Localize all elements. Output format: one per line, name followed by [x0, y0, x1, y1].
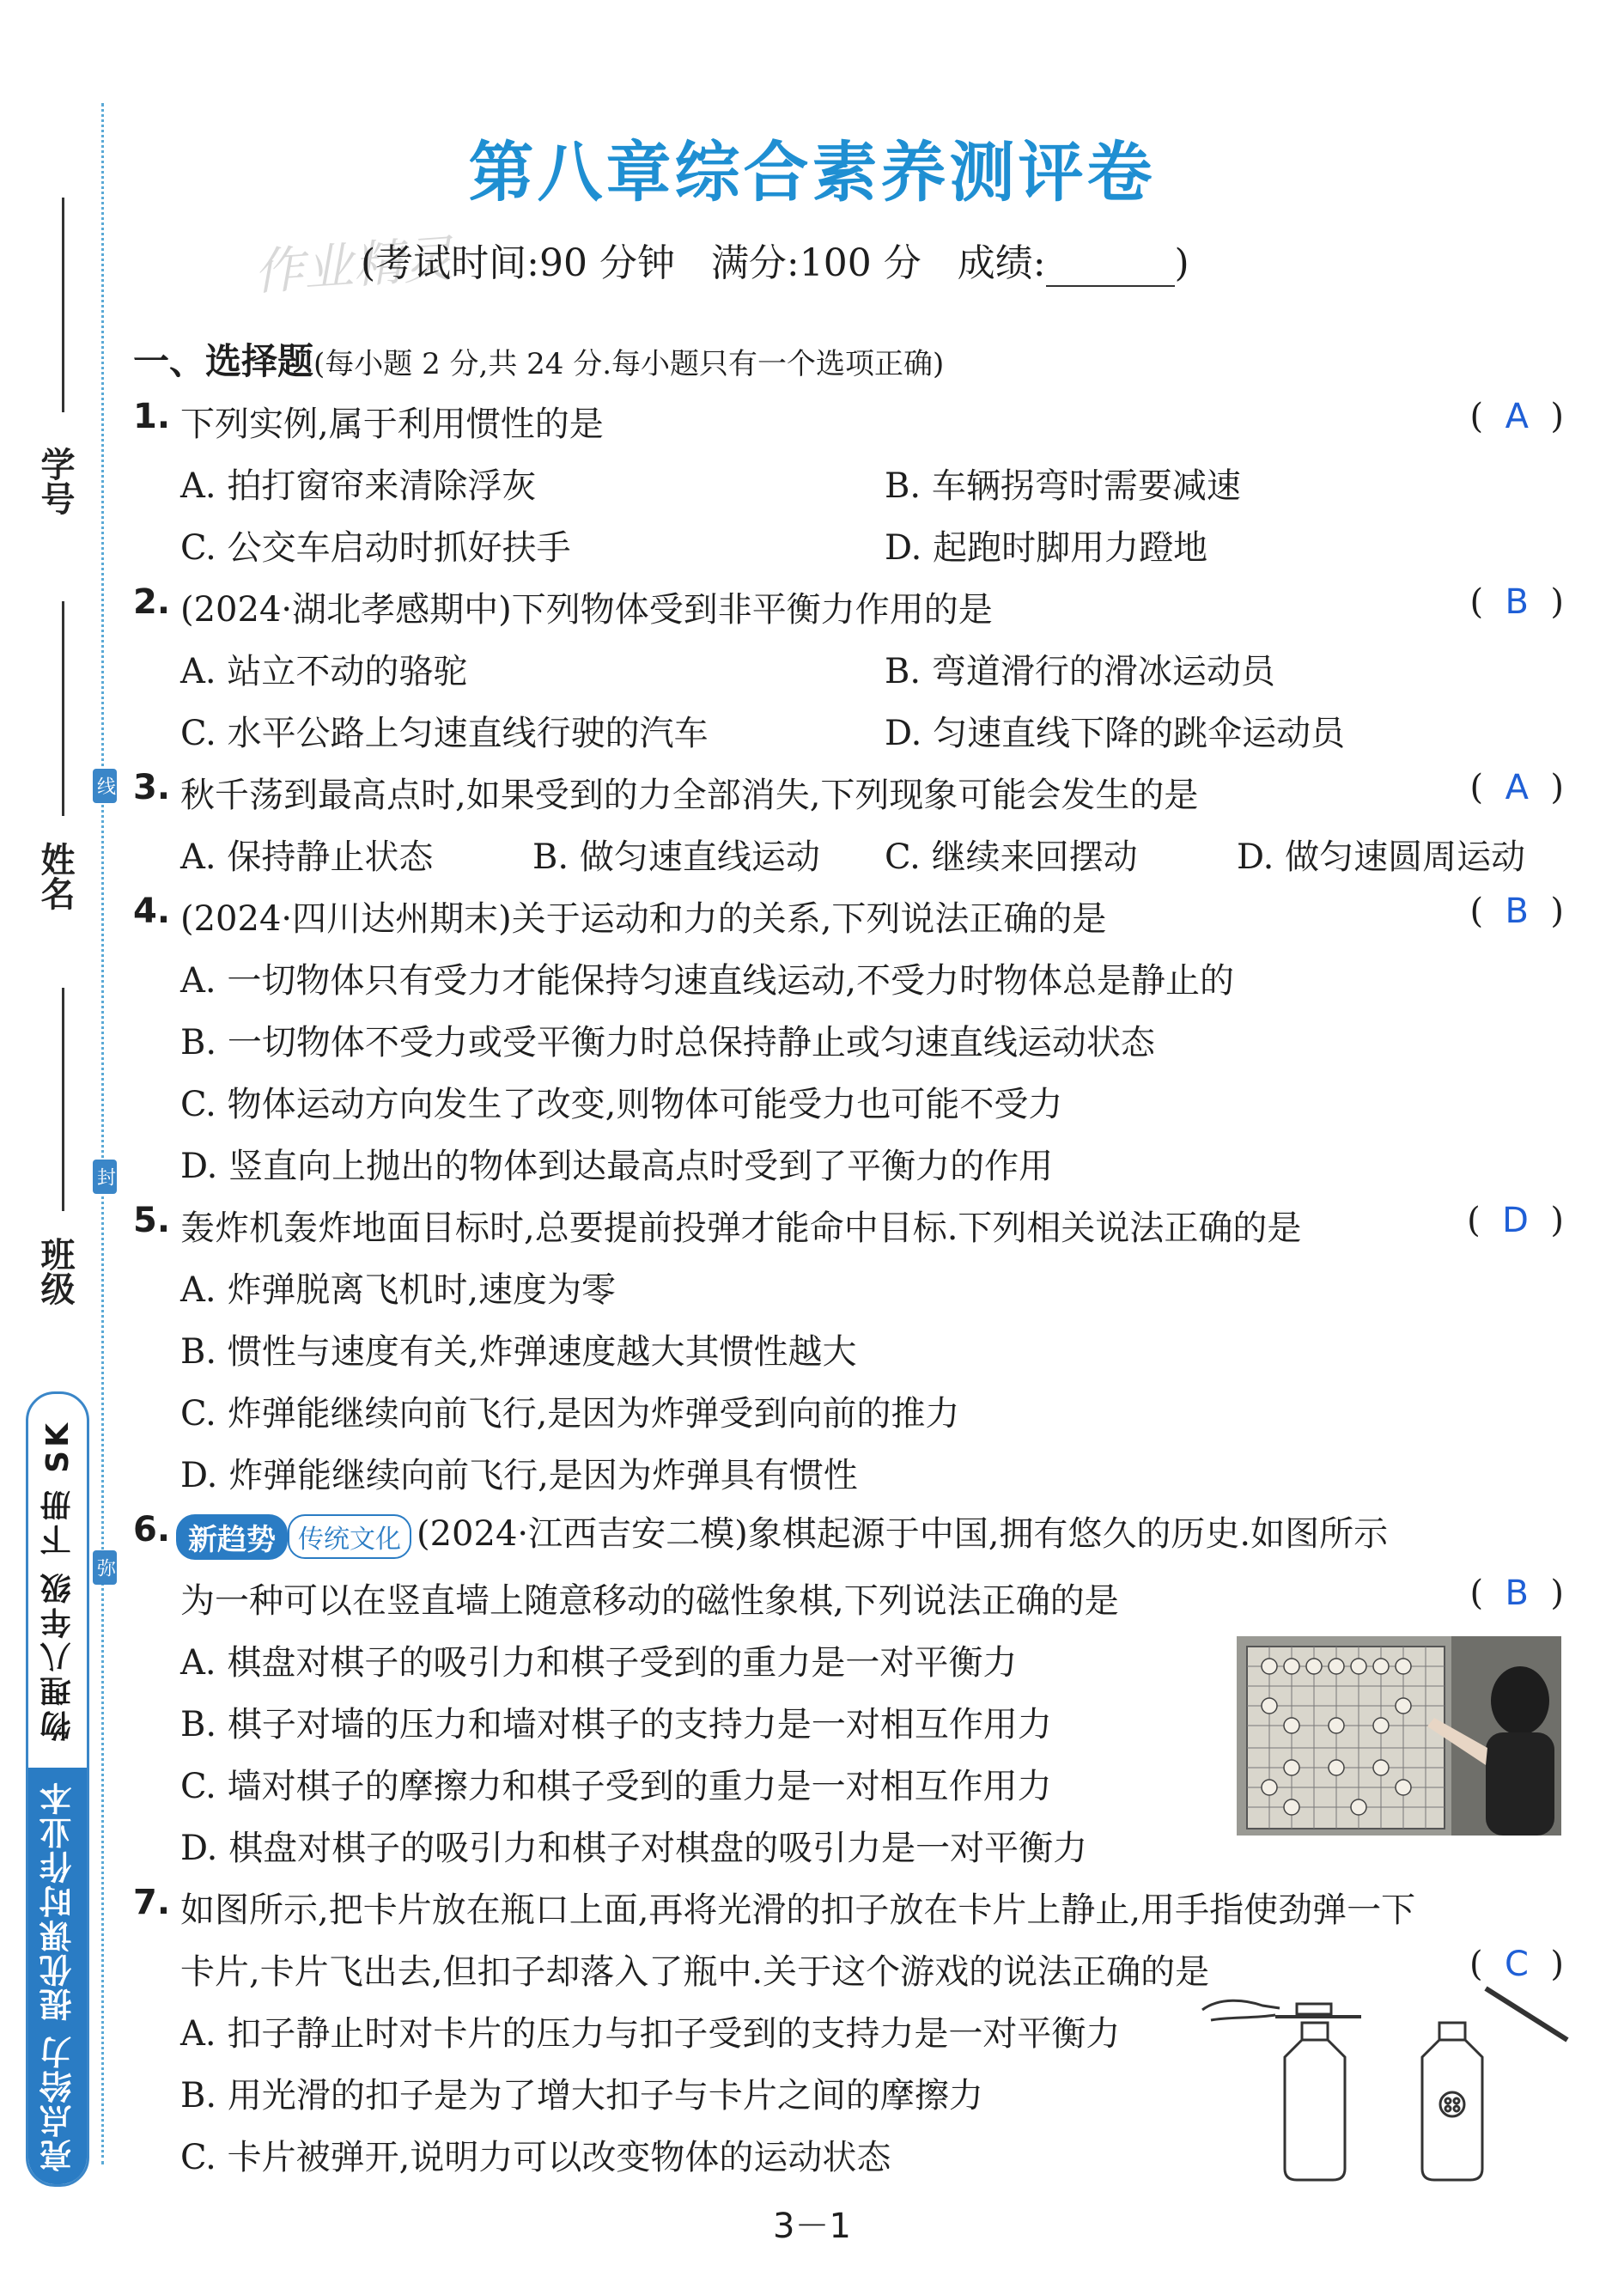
option: A. 一切物体只有受力才能保持匀速直线运动,不受力时物体总是静止的: [180, 961, 1235, 1001]
option: A. 拍打窗帘来清除浮灰: [180, 466, 537, 506]
exam-score-label: 成绩:: [957, 241, 1046, 285]
option: B. 一切物体不受力或受平衡力时总保持静止或匀速直线运动状态: [180, 1023, 1155, 1062]
option: D. 竖直向上抛出的物体到达最高点时受到了平衡力的作用: [180, 1147, 1054, 1186]
question-stem-line: [176, 1507, 1388, 1560]
option: D. 做匀速圆周运动: [1237, 837, 1526, 877]
name-label: 姓名: [35, 842, 75, 910]
score-blank[interactable]: [1046, 251, 1175, 287]
question-number: 4.: [133, 892, 171, 931]
question-stem: 下列实例,属于利用惯性的是: [180, 405, 604, 444]
answer-value: B: [1505, 892, 1529, 931]
option: B. 用光滑的扣子是为了增大扣子与卡片之间的摩擦力: [180, 2076, 983, 2116]
option: C. 水平公路上匀速直线行驶的汽车: [180, 714, 709, 753]
chessboard-illustration: [1237, 1636, 1561, 1836]
answer-bracket: ( B ): [1469, 582, 1564, 622]
answer-value: C: [1505, 1945, 1529, 1984]
option: C. 继续来回摆动: [885, 837, 1138, 877]
option: B. 做匀速直线运动: [532, 837, 820, 877]
bottle-button-illustration: [1194, 1976, 1572, 2186]
option: C. 墙对棋子的摩擦力和棋子受到的重力是一对相互作用力: [180, 1767, 1052, 1806]
option: A. 站立不动的骆驼: [180, 652, 468, 691]
option: D. 起跑时脚用力蹬地: [885, 528, 1208, 568]
answer-bracket: ( D ): [1467, 1201, 1564, 1240]
binding-dotted-line: [101, 103, 104, 2164]
answer-value: D: [1502, 1201, 1529, 1240]
spine-series: 亮点给力 提优课时作业本: [28, 1768, 87, 2184]
section-heading: 一、选择题(每小题 2 分,共 24 分.每小题只有一个选项正确): [133, 340, 945, 382]
question-number: 3.: [133, 768, 171, 807]
option: A. 扣子静止时对卡片的压力与扣子受到的支持力是一对平衡力: [180, 2014, 1121, 2054]
answer-value: B: [1505, 1574, 1529, 1613]
question-stem: 秋千荡到最高点时,如果受到的力全部消失,下列现象可能会发生的是: [180, 776, 1199, 815]
student-id-blank: [62, 198, 64, 412]
answer-bracket: ( C ): [1469, 1945, 1564, 1984]
exam-info: (考试时间:90 分钟 满分:100 分 成绩: ): [361, 241, 1189, 285]
question-stem: 卡片,卡片飞出去,但扣子却落入了瓶中.关于这个游戏的说法正确的是: [180, 1952, 1210, 1992]
question-stem: (2024·四川达州期末)关于运动和力的关系,下列说法正确的是: [180, 899, 1107, 939]
seal-mark: 封: [93, 1160, 117, 1194]
class-blank: [62, 988, 64, 1211]
option: B. 弯道滑行的滑冰运动员: [885, 652, 1275, 691]
name-blank: [62, 601, 64, 816]
option: D. 匀速直线下降的跳伞运动员: [885, 714, 1346, 753]
option: A. 炸弹脱离飞机时,速度为零: [180, 1270, 617, 1310]
section-note: (每小题 2 分,共 24 分.每小题只有一个选项正确): [313, 347, 945, 381]
answer-value: B: [1505, 582, 1529, 622]
answer-bracket: ( A ): [1469, 397, 1564, 436]
question-number: 2.: [133, 582, 171, 622]
option: B. 棋子对墙的压力和墙对棋子的支持力是一对相互作用力: [180, 1705, 1052, 1744]
option: A. 保持静止状态: [180, 837, 434, 877]
answer-value: A: [1505, 397, 1529, 436]
answer-bracket: ( B ): [1469, 1574, 1564, 1613]
spine-course: 物理八年级 下册 SK: [40, 1420, 76, 1742]
option: D. 炸弹能继续向前飞行,是因为炸弹具有惯性: [180, 1456, 858, 1495]
option: C. 公交车启动时抓好扶手: [180, 528, 571, 568]
option: C. 物体运动方向发生了改变,则物体可能受力也可能不受力: [180, 1085, 1063, 1124]
culture-tag: 传统文化: [288, 1514, 411, 1559]
cut-line-mark: 线: [93, 769, 117, 803]
seal-mark-2: 弥: [93, 1550, 117, 1585]
option: A. 棋盘对棋子的吸引力和棋子受到的重力是一对平衡力: [180, 1643, 1018, 1683]
watermark: 作业精灵: [252, 228, 455, 301]
exam-full-score: 满分:100 分: [710, 241, 921, 285]
question-number: 6.: [133, 1510, 171, 1549]
question-stem: 为一种可以在竖直墙上随意移动的磁性象棋,下列说法正确的是: [180, 1581, 1119, 1621]
bottle-card-diagram: [1194, 1976, 1572, 2186]
exam-time: (考试时间:90 分钟: [361, 241, 675, 285]
answer-value: A: [1505, 768, 1529, 807]
question-number: 1.: [133, 397, 171, 436]
option: B. 惯性与速度有关,炸弹速度越大其惯性越大: [180, 1332, 857, 1372]
option: D. 棋盘对棋子的吸引力和棋子对棋盘的吸引力是一对平衡力: [180, 1829, 1088, 1868]
question-stem: (2024·湖北孝感期中)下列物体受到非平衡力作用的是: [180, 590, 993, 630]
question-stem: 如图所示,把卡片放在瓶口上面,再将光滑的扣子放在卡片上静止,用手指使劲弹一下: [180, 1890, 1416, 1930]
question-number: 5.: [133, 1201, 171, 1240]
answer-bracket: ( A ): [1469, 768, 1564, 807]
student-id-label: 学号: [35, 447, 75, 515]
option: B. 车辆拐弯时需要减速: [885, 466, 1241, 506]
page-title: 第八章综合素养测评卷: [468, 134, 1156, 210]
magnetic-chess-photo: [1237, 1636, 1561, 1836]
question-stem: (2024·江西吉安二模)象棋起源于中国,拥有悠久的历史.如图所示: [417, 1514, 1389, 1554]
page-number: 3－1: [773, 2207, 851, 2246]
question-stem: 轰炸机轰炸地面目标时,总要提前投弹才能命中目标.下列相关说法正确的是: [180, 1208, 1302, 1248]
option: C. 炸弹能继续向前飞行,是因为炸弹受到向前的推力: [180, 1394, 960, 1434]
trend-tag: 新趋势: [176, 1514, 288, 1560]
class-label: 班级: [35, 1237, 75, 1306]
option: C. 卡片被弹开,说明力可以改变物体的运动状态: [180, 2138, 891, 2177]
book-spine-label: [26, 1391, 89, 2187]
question-number: 7.: [133, 1883, 171, 1922]
answer-bracket: ( B ): [1469, 892, 1564, 931]
